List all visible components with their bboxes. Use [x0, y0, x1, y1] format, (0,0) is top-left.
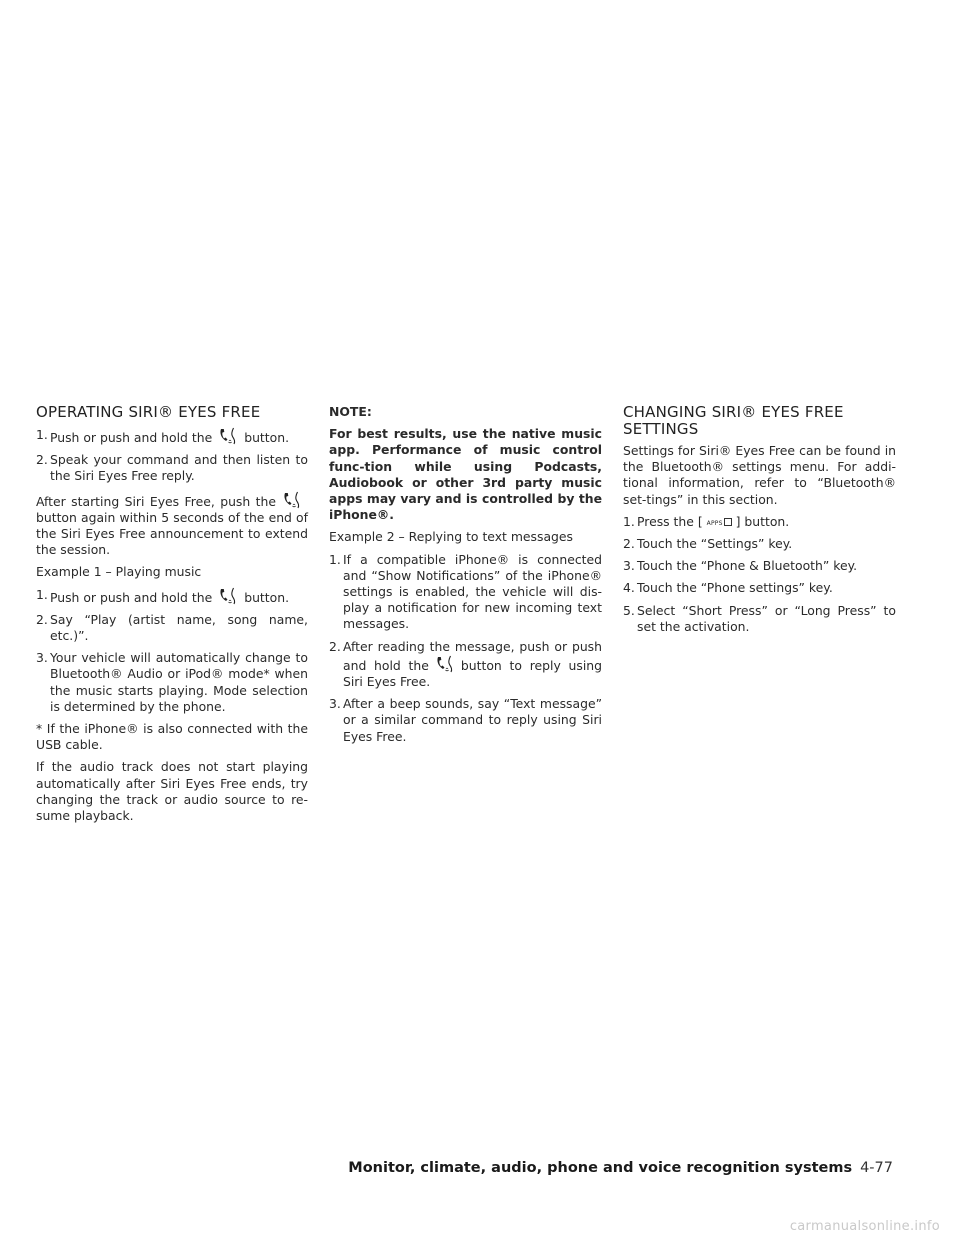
paragraph: Settings for Siri® Eyes Free can be found in the Bluetooth® settings menu. For addi-tional information, refer to “Bluetooth® set-tings” in this section. — [623, 443, 896, 507]
voice-talk-icon — [435, 655, 455, 673]
list-item: 2. Speak your command and then listen to the Siri Eyes Free reply. — [36, 452, 308, 484]
watermark: carmanualsonline.info — [789, 1219, 940, 1234]
list-item: 1. If a compatible iPhone® is connected and “Show Notifications” of the iPhone® settings is enabled, the vehicle will dis-play a notification for new incoming text messages. — [329, 551, 602, 632]
note-heading: NOTE: — [329, 404, 372, 419]
chapter-title: Monitor, climate, audio, phone and voice recognition systems — [348, 1160, 853, 1176]
list-item: 3. Touch the “Phone & Bluetooth” key. — [623, 558, 858, 574]
list-item: 3. After a beep sounds, say “Text message” or a similar command to reply using Siri Eyes Free. — [329, 696, 602, 744]
section-title-operating: OPERATING SIRI® EYES FREE — [36, 403, 261, 421]
footnote: * If the iPhone® is also connected with the USB cable. — [36, 721, 308, 753]
list-item: 3. Your vehicle will automatically change to Bluetooth® Audio or iPod® mode* when the music starts playing. Mode selection is determined by the phone. — [36, 650, 308, 714]
section-title-changing: CHANGING SIRI® EYES FREE SETTINGS — [623, 403, 844, 438]
list-item: 2. Touch the “Settings” key. — [623, 536, 793, 552]
list-item: 2. Say “Play (artist name, song name, etc.)”. — [36, 611, 308, 644]
paragraph: After starting Siri Eyes Free, push the button again within 5 seconds of the end of the Siri Eyes Free announcement to extend the session. — [36, 491, 308, 559]
list-item: 1. Push or push and hold the button. — [36, 427, 290, 445]
voice-talk-icon — [218, 427, 238, 445]
voice-talk-icon — [218, 587, 238, 605]
voice-talk-icon — [282, 491, 302, 509]
list-item: 4. Touch the “Phone settings” key. — [623, 580, 833, 596]
column-left — [36, 404, 308, 830]
note-body: For best results, use the native music app. Performance of music control func-tion while using Podcasts, Audiobook or other 3rd party music apps may vary and is controlled by the iPhone®. — [329, 426, 602, 523]
apps-icon: APPS — [703, 518, 736, 528]
list-item: 5. Select “Short Press” or “Long Press” to set the activation. — [623, 602, 896, 634]
paragraph: If the audio track does not start playing automatically after Siri Eyes Free ends, try changing the track or audio source to re-sume playback. — [36, 759, 308, 824]
column-middle — [329, 404, 602, 751]
list-item: 1. Press the [ APPS ] button. — [623, 513, 790, 529]
list-item: 2. After reading the message, push or push and hold the button to reply using Siri Eyes Free. — [329, 638, 602, 690]
example-heading: Example 2 – Replying to text messages — [329, 529, 573, 545]
page-number: 4-77 — [860, 1160, 893, 1176]
column-right — [623, 404, 896, 641]
list-item: 1. Push or push and hold the button. — [36, 586, 290, 605]
page-footer — [348, 1159, 893, 1177]
example-heading: Example 1 – Playing music — [36, 564, 202, 580]
